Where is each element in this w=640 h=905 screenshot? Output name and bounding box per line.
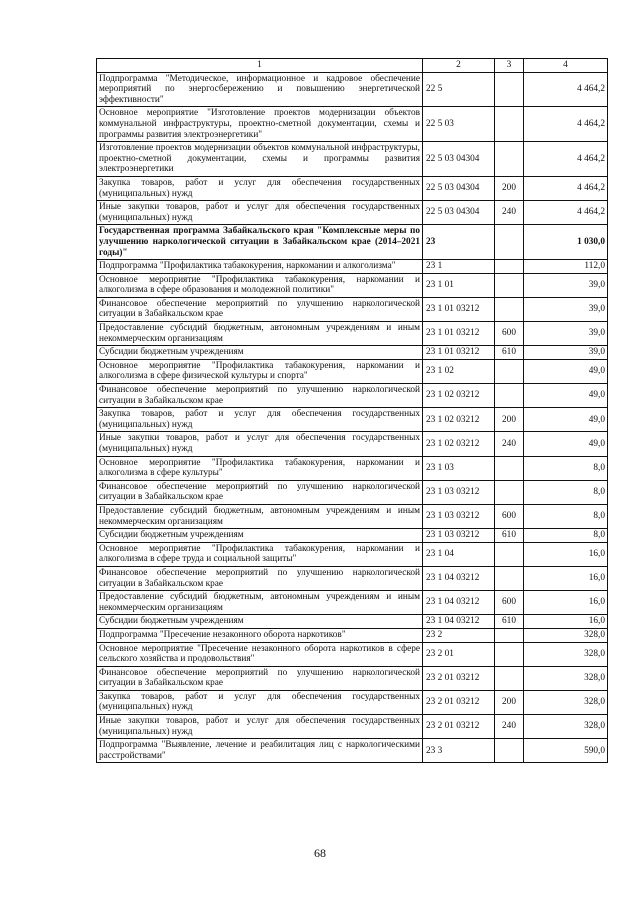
code-cell: 23 1 01 03212 [423,322,495,346]
table-row [97,715,608,739]
type-cell [495,225,524,260]
amount-cell: 16,0 [524,591,608,615]
type-cell [495,566,524,590]
type-cell [495,142,524,177]
table-row [97,432,608,456]
name-cell: Финансовое обеспечение мероприятий по улучшению наркологической ситуации в Забайкальском крае [97,297,423,321]
code-cell: 22 5 03 04304 [423,201,495,225]
name-cell: Субсидии бюджетным учреждениям [97,346,423,360]
code-cell: 22 5 03 04304 [423,176,495,200]
type-cell: 610 [495,529,524,543]
table-row [97,107,608,142]
amount-cell: 4 464,2 [524,107,608,142]
code-cell: 23 1 02 03212 [423,432,495,456]
amount-cell: 112,0 [524,260,608,274]
type-cell [495,260,524,274]
type-cell: 240 [495,201,524,225]
table-row [97,225,608,260]
code-cell: 23 1 04 03212 [423,591,495,615]
name-cell: Финансовое обеспечение мероприятий по улучшению наркологической ситуации в Забайкальском крае [97,384,423,408]
code-cell: 23 1 01 03212 [423,297,495,321]
type-cell [495,273,524,297]
type-cell: 200 [495,176,524,200]
name-cell: Иные закупки товаров, работ и услуг для обеспечения государственных (муниципальных) нужд [97,201,423,225]
header-row [97,59,608,73]
code-cell: 23 2 [423,628,495,642]
budget-table [96,58,608,763]
type-cell: 610 [495,346,524,360]
name-cell: Предоставление субсидий бюджетным, автономным учреждениям и иным некоммерческим организациям [97,504,423,528]
amount-cell: 328,0 [524,666,608,690]
amount-cell: 16,0 [524,542,608,566]
table-row [97,297,608,321]
code-cell: 23 2 01 03212 [423,666,495,690]
amount-cell: 39,0 [524,273,608,297]
table-row [97,408,608,432]
type-cell: 240 [495,715,524,739]
type-cell [495,739,524,763]
amount-cell: 8,0 [524,529,608,543]
name-cell: Подпрограмма "Профилактика табакокурения, наркомании и алкоголизма" [97,260,423,274]
amount-cell: 328,0 [524,642,608,666]
code-cell: 23 1 03 03212 [423,504,495,528]
name-cell: Основное мероприятие "Изготовление проектов модернизации объектов коммунальной инфраструктуры, проектно-сметной документации, схемы и программы развития электроэнергетики" [97,107,423,142]
table-row [97,456,608,480]
code-cell: 23 2 01 03212 [423,690,495,714]
type-cell [495,456,524,480]
type-cell [495,107,524,142]
type-cell: 200 [495,690,524,714]
name-cell: Иные закупки товаров, работ и услуг для обеспечения государственных (муниципальных) нужд [97,715,423,739]
name-cell: Иные закупки товаров, работ и услуг для обеспечения государственных (муниципальных) нужд [97,432,423,456]
code-cell: 23 2 01 [423,642,495,666]
table-row [97,346,608,360]
name-cell: Финансовое обеспечение мероприятий по улучшению наркологической ситуации в Забайкальском крае [97,566,423,590]
code-cell: 23 1 03 03212 [423,529,495,543]
table-row [97,273,608,297]
name-cell: Субсидии бюджетным учреждениям [97,615,423,629]
code-cell: 23 1 02 [423,359,495,383]
name-cell: Закупка товаров, работ и услуг для обеспечения государственных (муниципальных) нужд [97,408,423,432]
table-row [97,666,608,690]
page-number: 68 [314,846,326,860]
type-cell [495,542,524,566]
amount-cell: 49,0 [524,408,608,432]
type-cell: 200 [495,408,524,432]
name-cell: Подпрограмма "Методическое, информационное и кадровое обеспечение мероприятий по энергосбережению и повышению энергетической эффективности" [97,72,423,107]
name-cell: Закупка товаров, работ и услуг для обеспечения государственных (муниципальных) нужд [97,176,423,200]
header-cell-col3: 3 [495,59,524,73]
code-cell: 23 1 03 [423,456,495,480]
code-cell: 23 1 04 [423,542,495,566]
name-cell: Финансовое обеспечение мероприятий по улучшению наркологической ситуации в Забайкальском крае [97,666,423,690]
code-cell: 23 1 01 [423,273,495,297]
type-cell: 600 [495,504,524,528]
name-cell: Подпрограмма "Выявление, лечение и реабилитация лиц с наркологическими расстройствами" [97,739,423,763]
type-cell: 600 [495,591,524,615]
amount-cell: 8,0 [524,456,608,480]
name-cell: Подпрограмма "Пресечение незаконного оборота наркотиков" [97,628,423,642]
table-row [97,480,608,504]
name-cell: Основное мероприятие "Профилактика табакокурения, наркомании и алкоголизма в сфере физической культуры и спорта" [97,359,423,383]
code-cell: 23 [423,225,495,260]
code-cell: 23 1 01 03212 [423,346,495,360]
table-row [97,142,608,177]
code-cell: 23 1 04 03212 [423,615,495,629]
name-cell: Основное мероприятие "Профилактика табакокурения, наркомании и алкоголизма в сфере образования и молодежной политики" [97,273,423,297]
header-cell-col1: 1 [97,59,423,73]
table-row [97,504,608,528]
amount-cell: 49,0 [524,359,608,383]
type-cell [495,297,524,321]
type-cell [495,628,524,642]
type-cell: 600 [495,322,524,346]
code-cell: 22 5 03 [423,107,495,142]
name-cell: Основное мероприятие "Профилактика табакокурения, наркомании и алкоголизма в сфере культуры" [97,456,423,480]
amount-cell: 39,0 [524,322,608,346]
code-cell: 23 1 03 03212 [423,480,495,504]
table-row [97,322,608,346]
code-cell: 23 1 [423,260,495,274]
table-row [97,690,608,714]
table-row [97,566,608,590]
table-row [97,529,608,543]
amount-cell: 1 030,0 [524,225,608,260]
table-row [97,201,608,225]
code-cell: 23 3 [423,739,495,763]
table-row [97,384,608,408]
amount-cell: 8,0 [524,480,608,504]
type-cell: 610 [495,615,524,629]
code-cell: 23 1 02 03212 [423,408,495,432]
name-cell: Государственная программа Забайкальского края "Комплексные меры по улучшению наркологической ситуации в Забайкальском крае (2014–2021 годы)" [97,225,423,260]
table-row [97,642,608,666]
type-cell: 240 [495,432,524,456]
amount-cell: 16,0 [524,566,608,590]
name-cell: Финансовое обеспечение мероприятий по улучшению наркологической ситуации в Забайкальском крае [97,480,423,504]
type-cell [495,384,524,408]
name-cell: Основное мероприятие "Профилактика табакокурения, наркомании и алкоголизма в сфере труда и социальной защиты" [97,542,423,566]
amount-cell: 8,0 [524,504,608,528]
name-cell: Субсидии бюджетным учреждениям [97,529,423,543]
amount-cell: 4 464,2 [524,72,608,107]
name-cell: Изготовление проектов модернизации объектов коммунальной инфраструктуры, проектно-сметной документации, схемы и программы развития электроэнергетики [97,142,423,177]
header-cell-col2: 2 [423,59,495,73]
amount-cell: 328,0 [524,628,608,642]
amount-cell: 39,0 [524,297,608,321]
table-row [97,628,608,642]
code-cell: 23 2 01 03212 [423,715,495,739]
code-cell: 22 5 03 04304 [423,142,495,177]
amount-cell: 4 464,2 [524,176,608,200]
type-cell [495,666,524,690]
name-cell: Предоставление субсидий бюджетным, автономным учреждениям и иным некоммерческим организациям [97,591,423,615]
code-cell: 23 1 04 03212 [423,566,495,590]
table-row [97,542,608,566]
name-cell: Основное мероприятие "Пресечение незаконного оборота наркотиков в сфере сельского хозяйства и продовольствия" [97,642,423,666]
amount-cell: 39,0 [524,346,608,360]
amount-cell: 328,0 [524,715,608,739]
type-cell [495,480,524,504]
amount-cell: 4 464,2 [524,142,608,177]
amount-cell: 328,0 [524,690,608,714]
table-row [97,260,608,274]
type-cell [495,642,524,666]
table-row [97,176,608,200]
type-cell [495,359,524,383]
table-body [97,59,608,763]
table-row [97,615,608,629]
amount-cell: 49,0 [524,384,608,408]
table-row [97,739,608,763]
amount-cell: 4 464,2 [524,201,608,225]
amount-cell: 16,0 [524,615,608,629]
name-cell: Закупка товаров, работ и услуг для обеспечения государственных (муниципальных) нужд [97,690,423,714]
table-row [97,591,608,615]
table-row [97,359,608,383]
amount-cell: 49,0 [524,432,608,456]
amount-cell: 590,0 [524,739,608,763]
name-cell: Предоставление субсидий бюджетным, автономным учреждениям и иным некоммерческим организациям [97,322,423,346]
header-cell-col4: 4 [524,59,608,73]
type-cell [495,72,524,107]
code-cell: 23 1 02 03212 [423,384,495,408]
table-row [97,72,608,107]
code-cell: 22 5 [423,72,495,107]
